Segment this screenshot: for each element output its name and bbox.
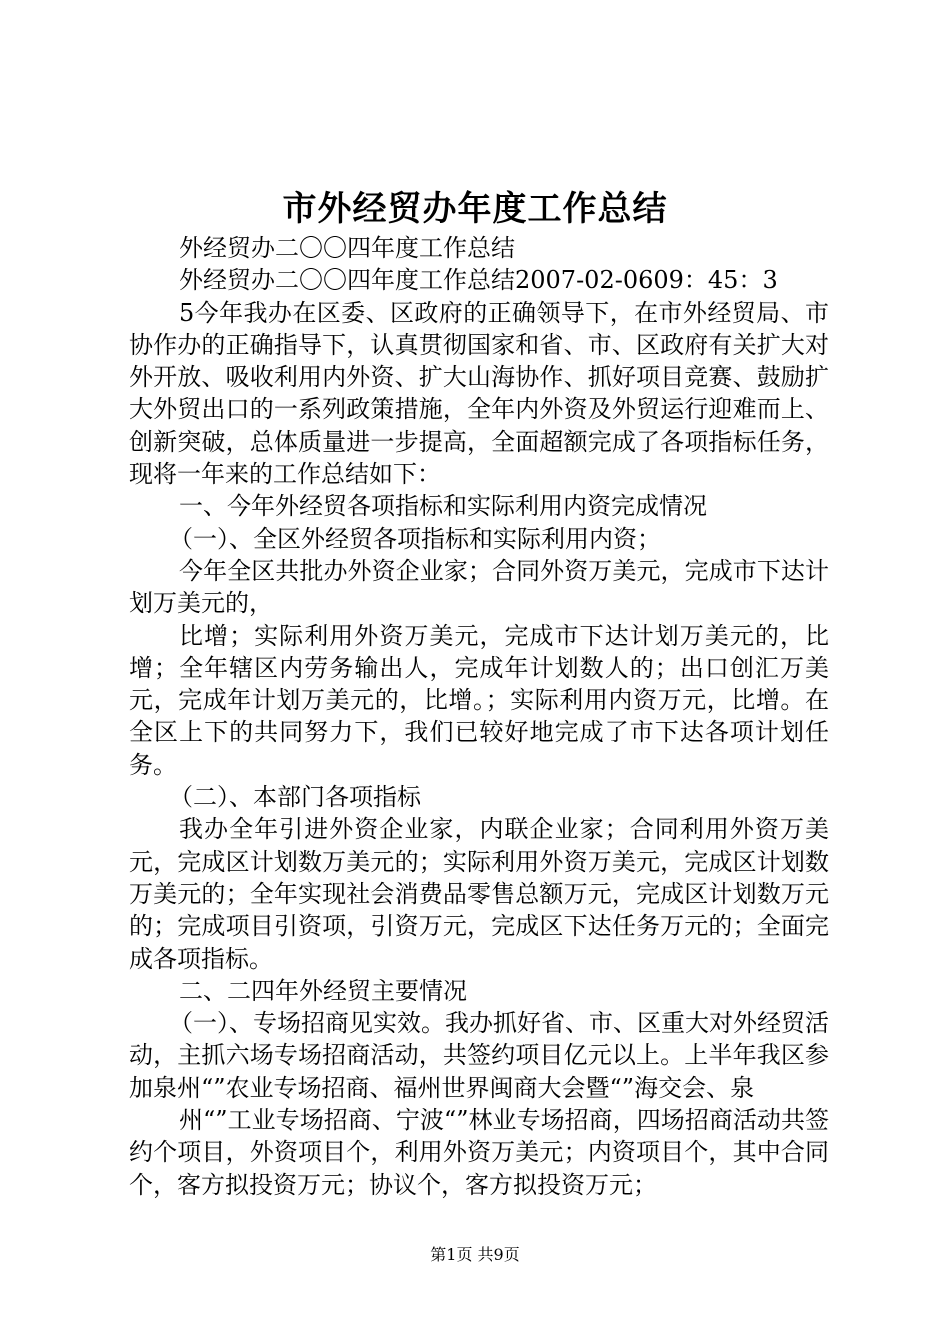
paragraph-intro: 5今年我办在区委、区政府的正确领导下，在市外经贸局、市协作办的正确指导下，认真贯彻国家和省、市、区政府有关扩大对外开放、吸收利用内外资、扩大山海协作、抓好项目竞赛、鼓励扩大外贸出口的一系列政策措施，全年内外资及外贸运行迎难而上、创新突破，总体质量进一步提高，全面超额完成了各项指标任务，现将一年来的工作总结如下： [129, 298, 829, 489]
document-title: 市外经贸办年度工作总结 [282, 189, 668, 229]
document-body [129, 232, 829, 1201]
paragraph-body: 州“”工业专场招商、宁波“”林业专场招商，四场招商活动共签约个项目，外资项目个，利用外资万美元；内资项目个，其中合同个，客方拟投资万元；协议个，客方拟投资万元； [129, 1106, 829, 1199]
paragraph-subtitle: 外经贸办二〇〇四年度工作总结 [179, 234, 515, 262]
paragraph-subtitle-date: 外经贸办二〇〇四年度工作总结2007-02-0609：45：3 [179, 266, 778, 295]
paragraph-body: 我办全年引进外资企业家，内联企业家；合同利用外资万美元，完成区计划数万美元的；实际利用外资万美元，完成区计划数万美元的；全年实现社会消费品零售总额万元，完成区计划数万元的；完成项目引资项，引资万元，完成区下达任务万元的；全面完成各项指标。 [129, 815, 829, 973]
subsection-heading-1-1: （一）、全区外经贸各项指标和实际利用内资； [169, 524, 661, 553]
subsection-heading-1-2: （二）、本部门各项指标 [169, 783, 421, 812]
section-heading-1: 一、今年外经贸各项指标和实际利用内资完成情况 [179, 492, 707, 521]
paragraph-body: （一）、专场招商见实效。我办抓好省、市、区重大对外经贸活动，主抓六场专场招商活动，共签约项目亿元以上。上半年我区参加泉州“”农业专场招商、福州世界闽商大会暨“”海交会、泉 [129, 1009, 829, 1102]
paragraph-body: 今年全区共批办外资企业家；合同外资万美元，完成市下达计划万美元的， [129, 556, 829, 618]
paragraph-body: 比增；实际利用外资万美元，完成市下达计划万美元的，比增；全年辖区内劳务输出人，完成年计划数人的；出口创汇万美元，完成年计划万美元的，比增。；实际利用内资万元，比增。在全区上下的共同努力下，我们已较好地完成了市下达各项计划任务。 [129, 621, 829, 779]
section-heading-2: 二、二四年外经贸主要情况 [179, 976, 467, 1005]
page-number-footer: 第1页 共9页 [430, 1245, 520, 1264]
